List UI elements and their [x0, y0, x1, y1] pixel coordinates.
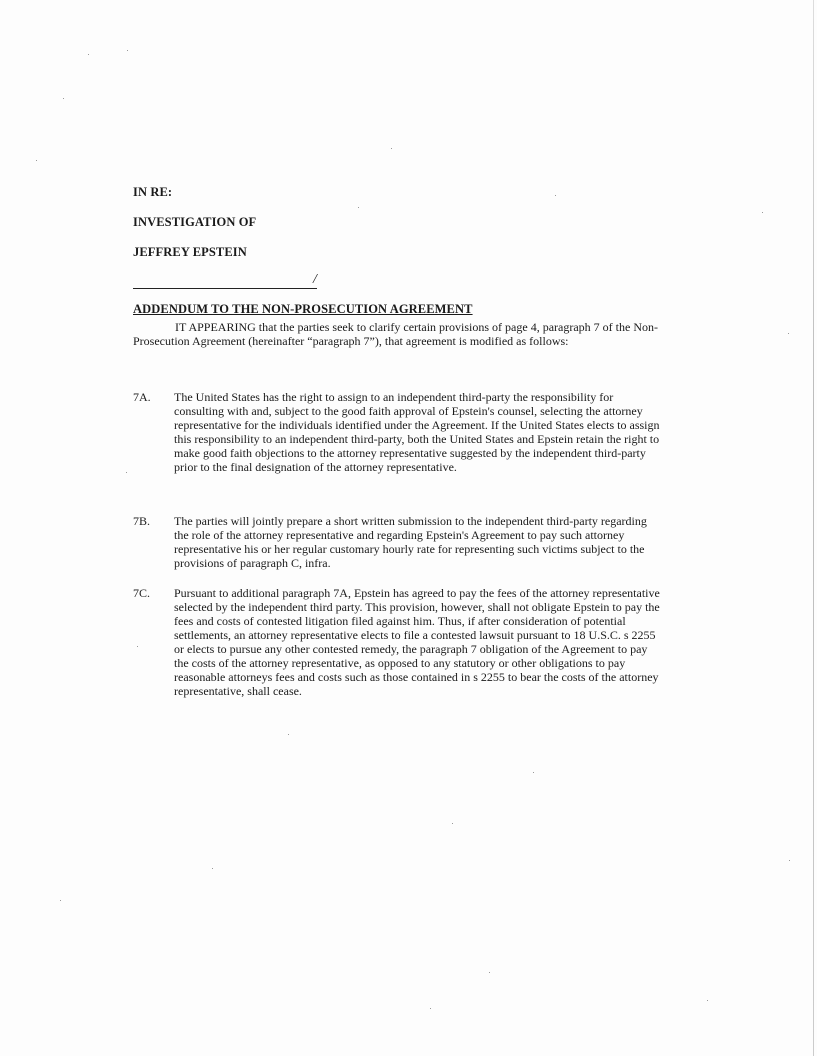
caption-signature-line: [133, 288, 317, 289]
scan-speck: [391, 148, 392, 149]
scan-speck: [88, 54, 89, 55]
paragraph-text: The United States has the right to assign to an independent third-party the responsibility for consulting with and, subject to the good faith approval of Epstein's counsel, selecting the attorney representative for the individuals identified under the Agreement. If the United States elects to assign this responsibility to an independent third-party, both the United States and Epstein retain the right to make good faith objections to the attorney representative suggested by the independent third-party prior to the final designation of the attorney representative.: [174, 390, 660, 474]
scan-speck: [452, 823, 453, 824]
paragraph-text: The parties will jointly prepare a short written submission to the independent third-party regarding the role of the attorney representative and regarding Epstein's Agreement to pay such attorney representative his or her regular customary hourly rate for representing such victims subject to the provisions of paragraph C, infra.: [174, 514, 647, 570]
caption-in-re: IN RE:: [133, 185, 173, 199]
caption-investigation: INVESTIGATION OF: [133, 215, 257, 229]
scan-speck: [762, 212, 763, 213]
scan-speck: [533, 772, 534, 773]
paragraph-number: 7A.: [133, 390, 151, 404]
scan-edge: [813, 0, 814, 1056]
document-title: ADDENDUM TO THE NON-PROSECUTION AGREEMENT: [133, 302, 473, 316]
paragraph-number: 7C.: [133, 586, 151, 600]
paragraph-number: 7B.: [133, 514, 151, 528]
scan-speck: [358, 207, 359, 208]
caption-subject-name: JEFFREY EPSTEIN: [133, 245, 247, 259]
scan-speck: [707, 1000, 708, 1001]
paragraph-7c: [133, 586, 663, 698]
scan-speck: [788, 333, 789, 334]
scan-speck: [126, 472, 127, 473]
scan-speck: [212, 868, 213, 869]
scan-speck: [60, 900, 61, 901]
caption-slash: /: [313, 272, 317, 287]
scan-speck: [555, 195, 556, 196]
scan-speck: [127, 50, 128, 51]
scan-speck: [430, 1008, 431, 1009]
paragraph-7a: [133, 390, 663, 474]
scan-speck: [36, 160, 37, 161]
paragraph-7b: [133, 514, 663, 570]
scan-speck: [288, 734, 289, 735]
scan-speck: [63, 98, 64, 99]
scan-speck: [489, 972, 490, 973]
intro-paragraph: IT APPEARING that the parties seek to clarify certain provisions of page 4, paragraph 7 of the Non-Prosecution Agreement (hereinafter “paragraph 7”), that agreement is modified as follows:: [133, 320, 658, 348]
scan-speck: [789, 860, 790, 861]
paragraph-text: Pursuant to additional paragraph 7A, Epstein has agreed to pay the fees of the attorney representative selected by the independent third party. This provision, however, shall not obligate Epstein to pay the fees and costs of contested litigation filed against him. Thus, if after consideration of potential settlements, an attorney representative elects to file a contested lawsuit pursuant to 18 U.S.C. s 2255 or elects to pursue any other contested remedy, the paragraph 7 obligation of the Agreement to pay the costs of the attorney representative, as opposed to any statutory or other obligations to pay reasonable attorneys fees and costs such as those contained in s 2255 to bear the costs of the attorney representative, shall cease.: [174, 586, 660, 698]
